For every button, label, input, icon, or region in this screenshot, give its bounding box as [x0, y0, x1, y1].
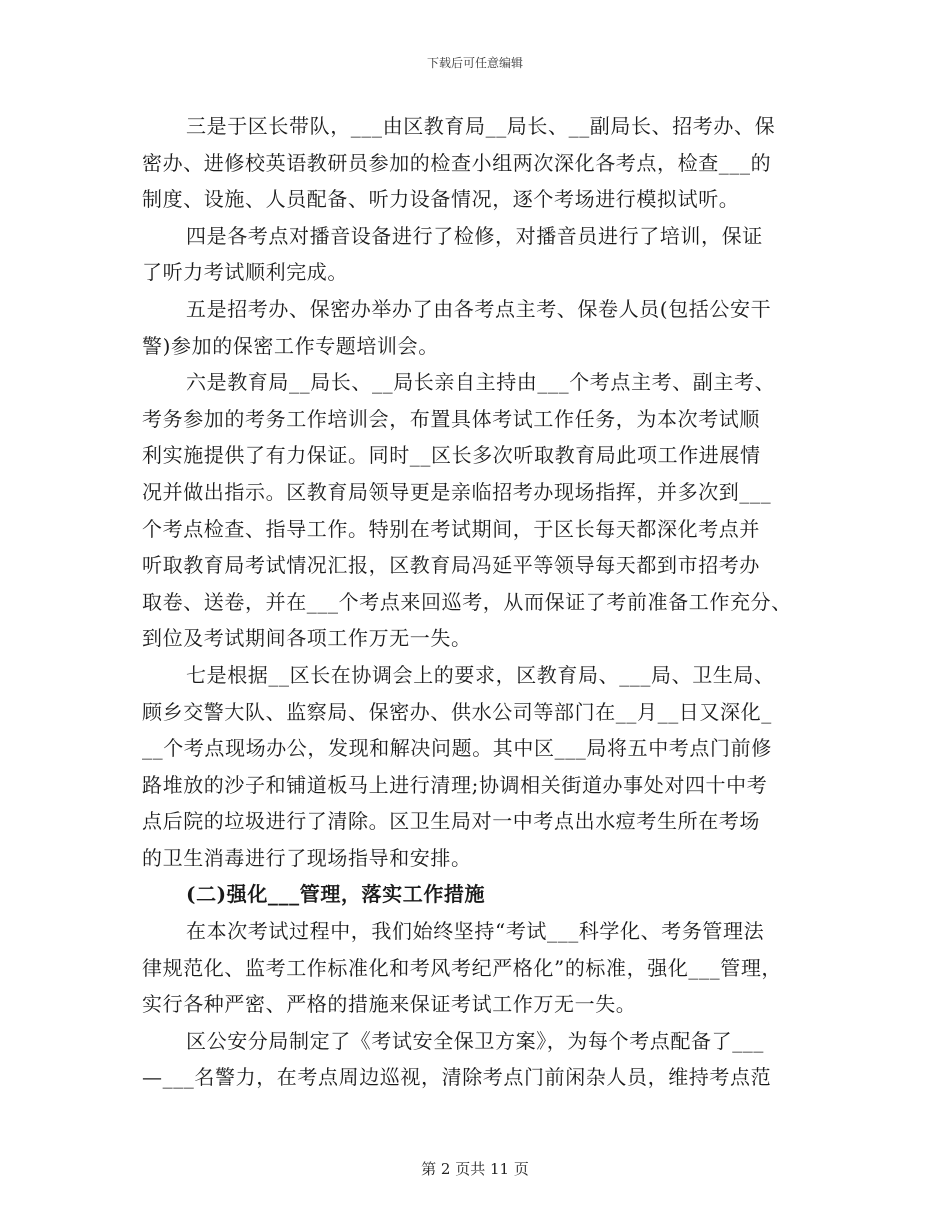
paragraph-line: 三是于区长带队，___由区教育局__局长、__副局长、招考办、保	[186, 114, 776, 138]
paragraph-line: __个考点现场办公，发现和解决问题。其中区___局将五中考点门前修	[142, 736, 772, 761]
section-heading: (二)强化___管理，落实工作措施	[186, 882, 486, 907]
paragraph-line: 警)参加的保密工作专题培训会。	[142, 333, 439, 358]
paragraph-line: 点后院的垃圾进行了清除。区卫生局对一中考点出水痘考生所在考场	[142, 809, 760, 834]
paragraph-line: 考务参加的考务工作培训会，布置具体考试工作任务，为本次考试顺	[142, 406, 760, 431]
page-footer: 第 2 页共 11 页	[421, 1160, 529, 1178]
paragraph-line: 在本次考试过程中，我们始终坚持“考试___科学化、考务管理法	[186, 919, 765, 944]
paragraph-line: 利实施提供了有力保证。同时__区长多次听取教育局此项工作进展情	[142, 443, 761, 468]
paragraph-line: 五是招考办、保密办举办了由各考点主考、保卷人员(包括公安干	[186, 296, 772, 321]
paragraph-line: 了听力考试顺利完成。	[142, 260, 348, 285]
paragraph-line: 顾乡交警大队、监察局、保密办、供水公司等部门在__月__日又深化_	[142, 699, 772, 724]
paragraph-line: 六是教育局__局长、__局长亲自主持由___个考点主考、副主考、	[186, 370, 776, 395]
paragraph-line: 律规范化、监考工作标准化和考风考纪严格化”的标准，强化___管理，	[142, 955, 783, 980]
paragraph-line: 区公安分局制定了《考试安全保卫方案》，为每个考点配备了___	[186, 1028, 764, 1053]
paragraph-line: 密办、进修校英语教研员参加的检查小组两次深化各考点，检查___的	[142, 150, 772, 175]
paragraph-line: 七是根据__区长在协调会上的要求，区教育局、___局、卫生局、	[186, 662, 775, 687]
paragraph-line: 到位及考试期间各项工作万无一失。	[142, 626, 472, 651]
paragraph-line: 的卫生消毒进行了现场指导和安排。	[142, 845, 472, 870]
paragraph-line: 路堆放的沙子和铺道板马上进行清理;协调相关街道办事处对四十中考	[142, 772, 768, 797]
paragraph-line: 四是各考点对播音设备进行了检修，对播音员进行了培训，保证	[186, 223, 763, 248]
paragraph-line: 取卷、送卷，并在___个考点来回巡考，从而保证了考前准备工作充分、	[142, 589, 792, 614]
document-body	[142, 108, 812, 1096]
paragraph-line: 个考点检查、指导工作。特别在考试期间，于区长每天都深化考点并	[142, 516, 760, 541]
page-header: 下载后可任意编辑	[426, 56, 523, 70]
paragraph-line: 实行各种严密、严格的措施来保证考试工作万无一失。	[142, 992, 637, 1017]
paragraph-line: 况并做出指示。区教育局领导更是亲临招考办现场指挥，并多次到___	[142, 479, 772, 504]
paragraph-line: —___名警力，在考点周边巡视，清除考点门前闲杂人员，维持考点范	[142, 1065, 772, 1090]
paragraph-line: 听取教育局考试情况汇报，区教育局冯延平等领导每天都到市招考办	[142, 553, 760, 578]
paragraph-line: 制度、设施、人员配备、听力设备情况，逐个考场进行模拟试听。	[142, 187, 740, 212]
